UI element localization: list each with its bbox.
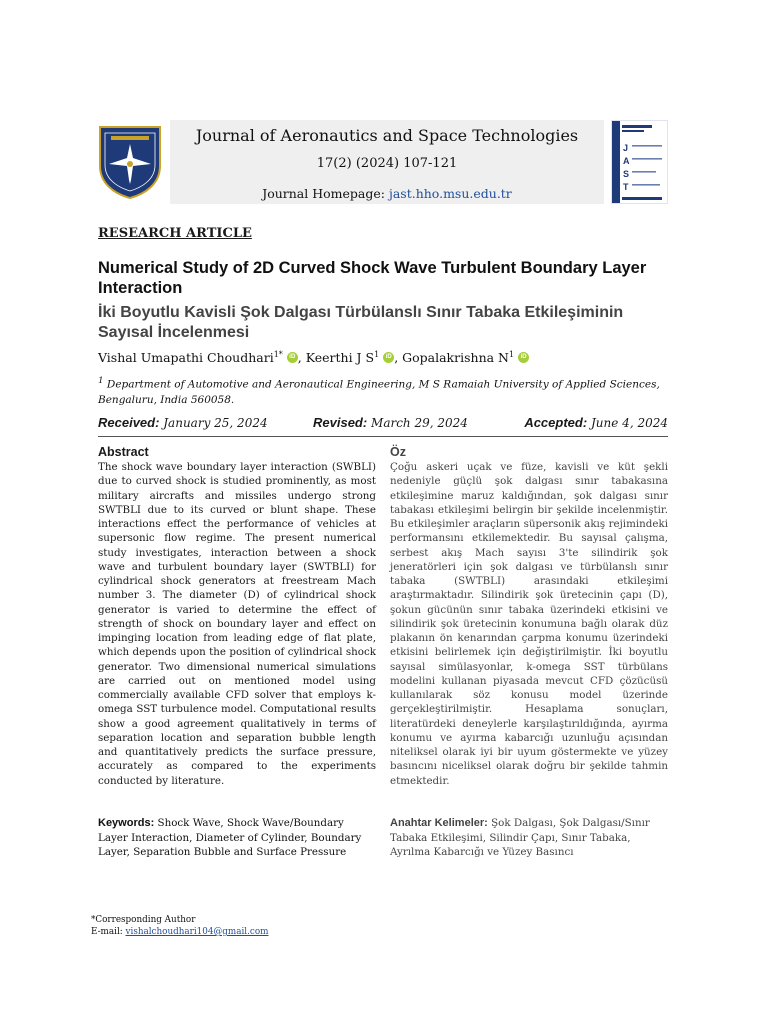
- anahtar-kelimeler-text: Şok Dalgası, Şok Dalgası/Sınır Tabaka Etkileşimi, Silindir Çapı, Sınır Tabaka, Ayrılma Kabarcığı ve Yüzey Basıncı: [390, 817, 650, 858]
- svg-text:S: S: [623, 169, 630, 179]
- svg-text:J: J: [623, 143, 629, 153]
- author-name: Gopalakrishna N: [402, 350, 509, 366]
- oz-column: [390, 444, 668, 788]
- author-name: Vishal Umapathi Choudhari: [98, 350, 274, 366]
- affiliation-superscript: 1: [98, 376, 104, 386]
- email-label: E-mail:: [91, 927, 123, 937]
- accepted-value: June 4, 2024: [591, 416, 668, 430]
- article-type: RESEARCH ARTICLE: [98, 226, 252, 241]
- abstract-text: The shock wave boundary layer interaction (SWBLI) due to curved shock is studied prominently, as most military aircrafts and missiles undergo strong SWTBLI due to its curved or blunt shape. These interactions effect the performance of vehicles at supersonic flow regime. The present numerical study investigates, interaction between a shock wave and turbulent boundary layer (SWTBLI) for cylindrical shock generators at freestream Mach number 3. The diameter (D) of cylindrical shock generator is varied to determine the effect of strength of shock on boundary layer and effect on impinging location from leading edge of flat plate, which depends upon the position of cylindrical shock generator. Two dimensional numerical simulations are carried out on mentioned model using commercially available CFD solver that employs k-omega SST turbulence model. Computational results show a good agreement qualitatively in terms of separation location and separation bubble length and quantitatively predicts the surface pressure, accurately as compared to the experiments conducted by literature.: [98, 461, 376, 787]
- homepage-label: Journal Homepage:: [262, 186, 385, 201]
- journal-name: Journal of Aeronautics and Space Technologies: [195, 126, 579, 145]
- author-superscript: 1: [508, 350, 515, 359]
- email-link[interactable]: vishalchoudhari104@gmail.com: [125, 927, 269, 937]
- journal-homepage: [170, 186, 604, 201]
- author-superscript: 1: [374, 350, 380, 359]
- orcid-icon[interactable]: iD: [518, 352, 529, 363]
- keywords-label: Keywords:: [98, 817, 155, 829]
- abstract-column: [98, 444, 376, 788]
- orcid-icon[interactable]: iD: [287, 352, 298, 363]
- title-english: Numerical Study of 2D Curved Shock Wave Turbulent Boundary Layer Interaction: [98, 259, 647, 297]
- divider: [98, 436, 668, 437]
- journal-header: [170, 120, 604, 204]
- received-label: Received:: [98, 415, 160, 430]
- affiliation-text: Department of Automotive and Aeronautical Engineering, M S Ramaiah University of Applied Sciences, Bengaluru, India 560058.: [98, 378, 660, 406]
- orcid-icon[interactable]: iD: [383, 352, 394, 363]
- author-list: Vishal Umapathi Choudhari$^{1*}$ iD , Keerthi J $S^1$ iD , Gopalakrishna $N^1$ iD: [98, 350, 529, 365]
- oz-text: Çoğu askeri uçak ve füze, kavisli ve küt şekli nedeniyle güçlü şok dalgası sınır tabakasına etkileşimine maruz kaldığından, şok dalgası sınır tabakası etkileşimi belirgin bir şekilde incelenmiştir. Bu etkileşimler araçların süpersonik akış rejimindeki performansını etkilemektedir. Bu sayısal çalışma, serbest akış Mach sayısı 3'te silindirik şok jeneratörleri için şok dalgası ve türbülanslı sınır tabaka (SWTBLI) arasındaki etkileşimi araştırmaktadır. Silindirik şok üretecinin çapı (D), şokun gücünün sınır tabaka üzerindeki etkisini ve silindirik şok üretecinin konumuna bağlı olarak düz plakanın ön kenarından çarpma konumu üzerindeki etkisini belirlemek için değiştirilmiştir. İki boyutlu sayısal simülasyonlar, k-omega SST türbülans modelini kullanan piyasada mevcut CFD çözücüsü kullanılarak söz konusu model üzerinde gerçekleştirilmiştir. Hesaplama sonuçları, literatürdeki deneylerle karşılaştırıldığında, ayırma konumu ve ayırma kabarcığı uzunluğu açısından niteliksel olarak iyi bir uyum göstermekte ve yüzey basıncını niceliksel olarak doğru bir şekilde tahmin etmektedir.: [390, 461, 668, 787]
- accepted-label: Accepted:: [524, 415, 588, 430]
- affiliation: [98, 374, 670, 408]
- title-turkish: İki Boyutlu Kavisli Şok Dalgası Türbülanslı Sınır Tabaka Etkileşiminin Sayısal İncelenmesi: [98, 304, 624, 341]
- keywords: [98, 816, 376, 860]
- revised-date: [313, 415, 468, 430]
- article-dates: [98, 415, 668, 433]
- revised-label: Revised:: [313, 415, 368, 430]
- revised-value: March 29, 2024: [371, 416, 468, 430]
- email-line: [91, 926, 268, 938]
- anahtar-kelimeler: [390, 816, 668, 860]
- received-value: January 25, 2024: [163, 416, 268, 430]
- received-date: [98, 415, 268, 430]
- abstract-heading: Abstract: [98, 445, 149, 459]
- oz-heading: Öz: [390, 445, 406, 459]
- keywords-text: Shock Wave, Shock Wave/Boundary Layer Interaction, Diameter of Cylinder, Boundary Layer, Separation Bubble and Surface Pressure: [98, 817, 362, 858]
- university-logo: [97, 124, 163, 200]
- svg-text:T: T: [623, 182, 629, 192]
- footnote: [91, 914, 268, 938]
- anahtar-kelimeler-label: Anahtar Kelimeler:: [390, 817, 488, 829]
- accepted-date: [524, 415, 668, 430]
- author-superscript: 1*: [273, 350, 283, 359]
- corresponding-author-note: *Corresponding Author: [91, 915, 196, 925]
- homepage-link[interactable]: jast.hho.msu.edu.tr: [388, 186, 512, 201]
- journal-issue: 17(2) (2024) 107-121: [316, 156, 458, 171]
- cover-art: [612, 121, 668, 204]
- journal-cover: [611, 120, 668, 204]
- svg-text:A: A: [623, 156, 630, 166]
- author-name: Keerthi J S: [305, 350, 375, 366]
